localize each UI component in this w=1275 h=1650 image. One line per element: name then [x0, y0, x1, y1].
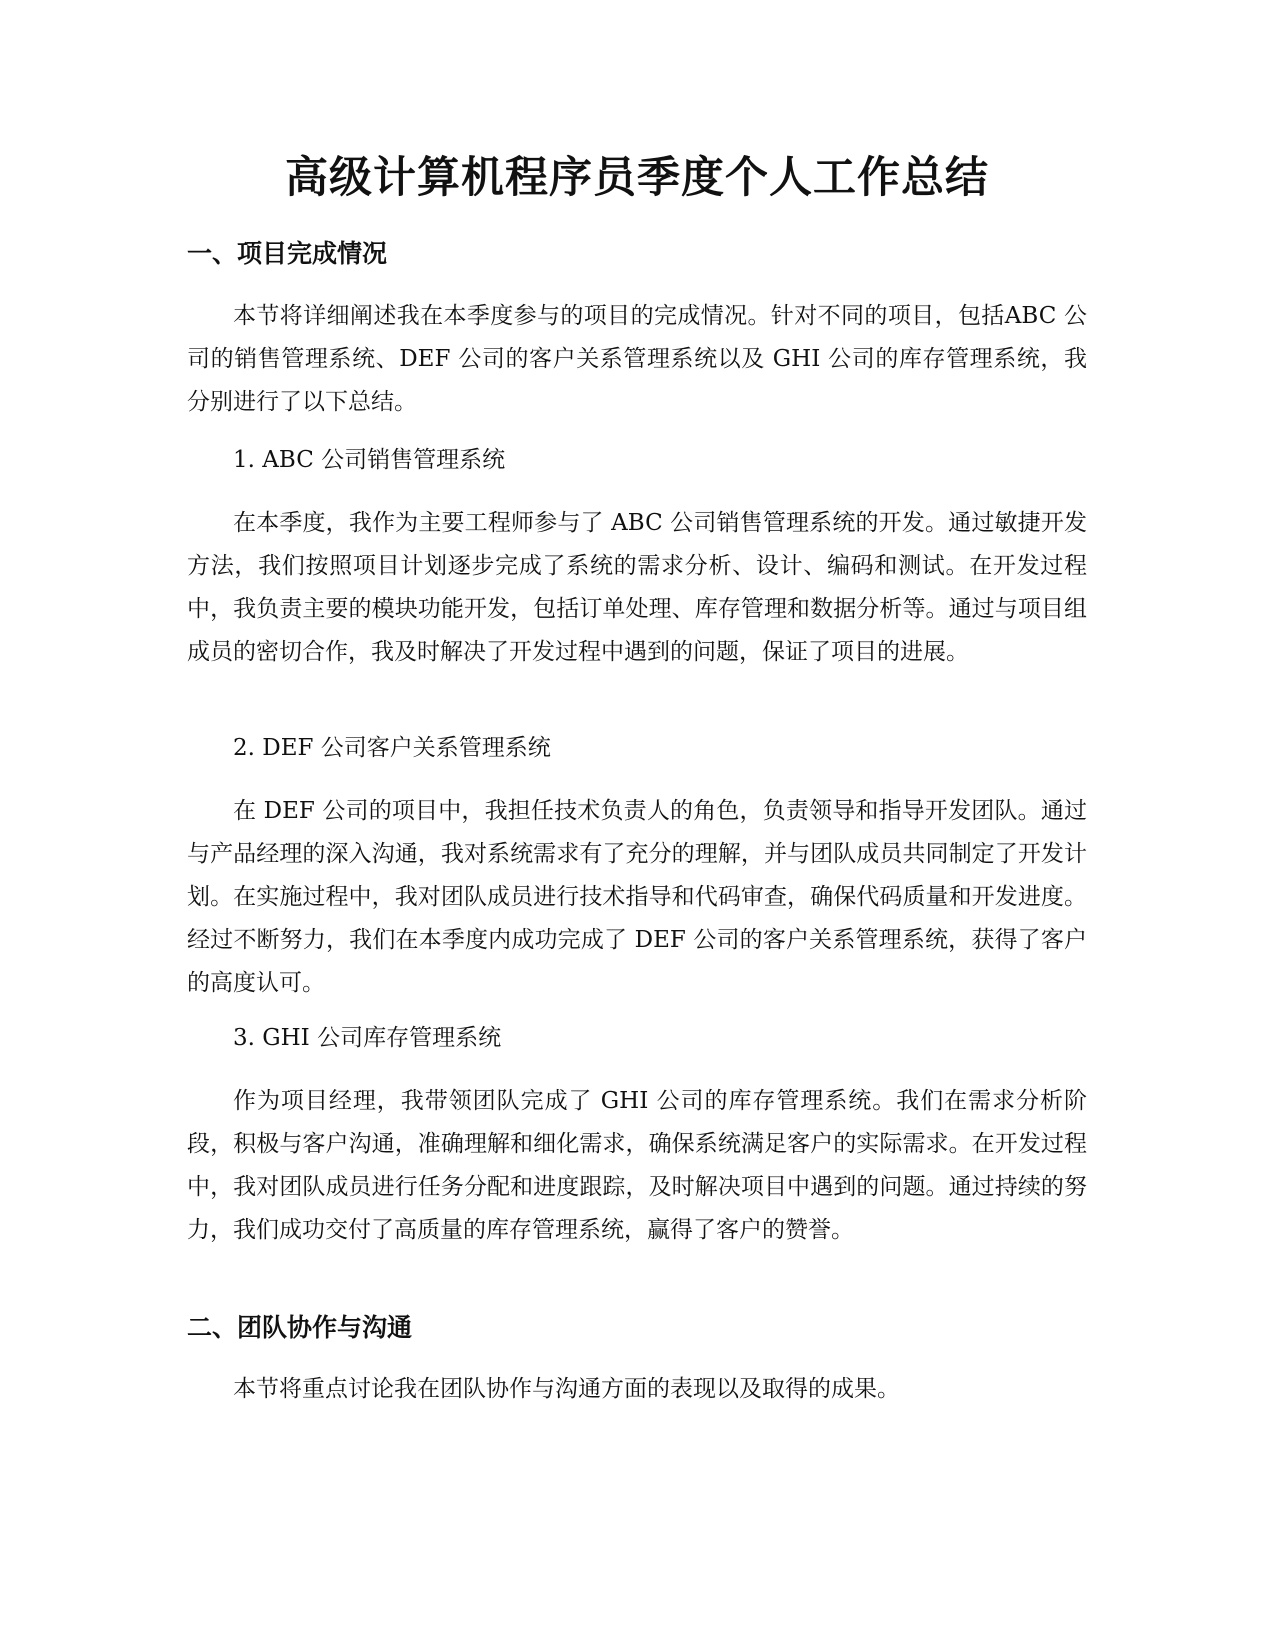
section-2-intro: 本节将重点讨论我在团队协作与沟通方面的表现以及取得的成果。: [233, 1376, 900, 1402]
project-3-text: 作为项目经理，我带领团队完成了 GHI 公司的库存管理系统。我们在需求分析阶段，积极与客户沟通，准确理解和细化需求，确保系统满足客户的实际需求。在开发过程中，我对团队成员进行任务分配和进度跟踪，及时解决项目中遇到的问题。通过持续的努力，我们成功交付了高质量的库存管理系统，赢得了客户的赞誉。: [187, 1088, 1087, 1243]
project-2-text: 在 DEF 公司的项目中，我担任技术负责人的角色，负责领导和指导开发团队。通过与产品经理的深入沟通，我对系统需求有了充分的理解，并与团队成员共同制定了开发计划。在实施过程中，我对团队成员进行技术指导和代码审查，确保代码质量和开发进度。经过不断努力，我们在本季度内成功完成了 DEF 公司的客户关系管理系统，获得了客户的高度认可。: [187, 798, 1087, 996]
section-heading-1: 一、项目完成情况: [187, 239, 388, 268]
project-1-text: 在本季度，我作为主要工程师参与了 ABC 公司销售管理系统的开发。通过敏捷开发方法，我们按照项目计划逐步完成了系统的需求分析、设计、编码和测试。在开发过程中，我负责主要的模块功能开发，包括订单处理、库存管理和数据分析等。通过与项目组成员的密切合作，我及时解决了开发过程中遇到的问题，保证了项目的进展。: [187, 510, 1087, 665]
document-page: [187, 0, 1087, 1650]
section-1-intro: 本节将详细阐述我在本季度参与的项目的完成情况。针对不同的项目，包括ABC 公司的销售管理系统、DEF 公司的客户关系管理系统以及 GHI 公司的库存管理系统，我分别进行了以下总结。: [187, 303, 1087, 415]
section-heading-2: 二、团队协作与沟通: [187, 1313, 413, 1342]
project-2-label: 2. DEF 公司客户关系管理系统: [233, 735, 551, 761]
project-3-label: 3. GHI 公司库存管理系统: [233, 1025, 502, 1051]
project-1-label: 1. ABC 公司销售管理系统: [233, 447, 506, 473]
document-title: 高级计算机程序员季度个人工作总结: [285, 153, 989, 203]
